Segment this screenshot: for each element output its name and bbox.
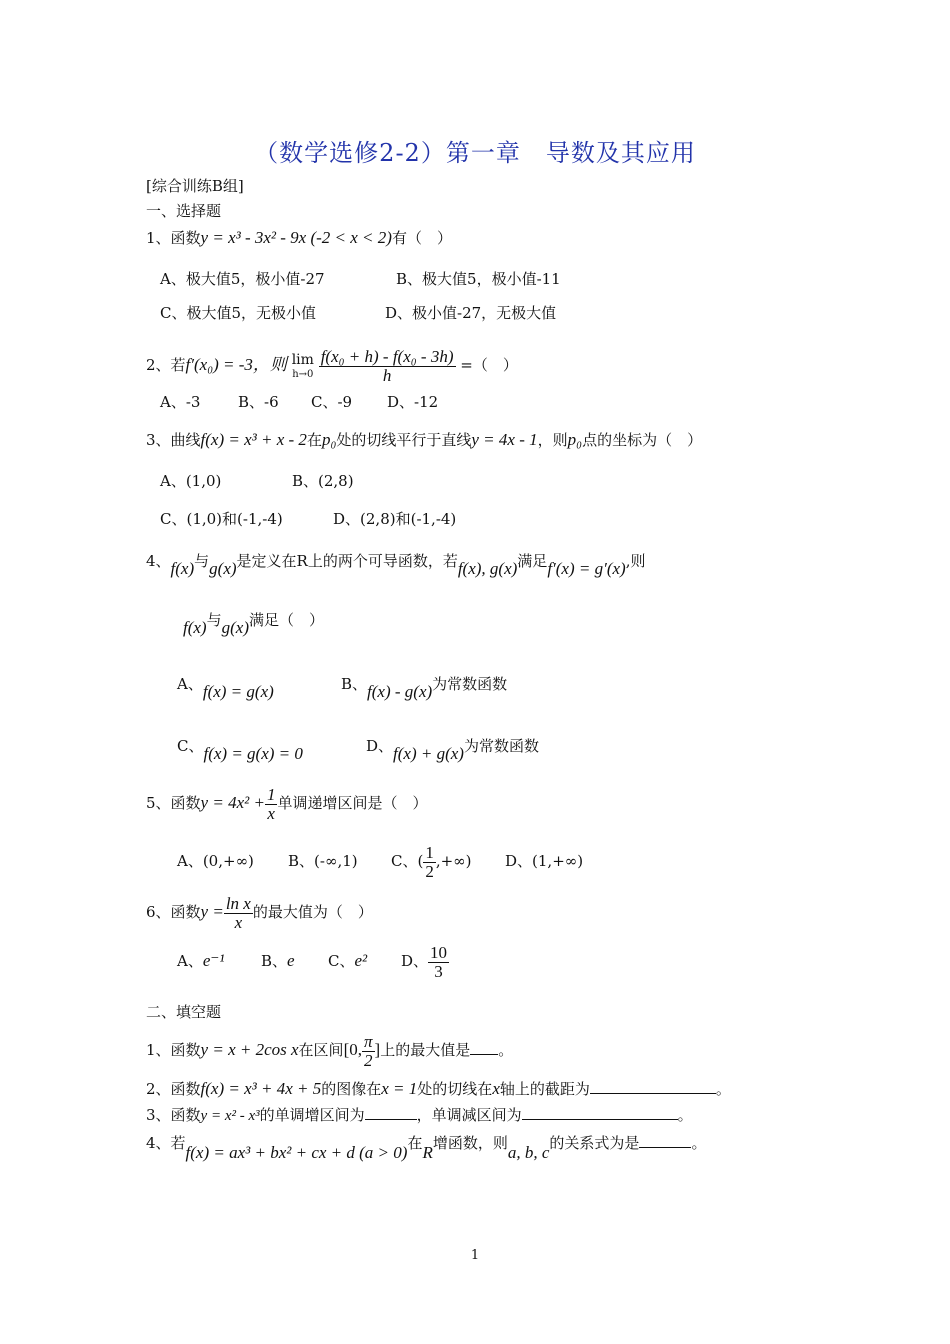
question-4-text: 满足 <box>517 552 548 570</box>
limit-subscript: h→0 <box>292 369 314 380</box>
question-3-text: ，则 <box>537 431 568 449</box>
answer-blank[interactable] <box>365 1105 417 1120</box>
question-3-option-b: B、(2,8) <box>292 472 354 490</box>
coefficients: a, b, c <box>507 1143 550 1162</box>
fill-2-end: 。 <box>715 1080 731 1098</box>
function-g: g(x) <box>209 559 237 578</box>
question-5-option-c <box>391 841 472 881</box>
fraction-numerator: 1 <box>425 842 434 862</box>
question-4-text: 是定义在R上的两个可导函数，若 <box>236 552 458 570</box>
question-5-option-b: B、(-∞,1) <box>288 852 358 870</box>
question-2 <box>146 343 518 387</box>
question-2-condition: f′(x₀) = -3，则 <box>185 355 287 374</box>
option-expression: f(x) - g(x) <box>367 682 433 701</box>
question-6-option-b <box>261 951 295 971</box>
option-label: C、 <box>328 952 355 970</box>
question-6-option-a <box>177 951 224 971</box>
fill-question-1 <box>146 1030 513 1070</box>
question-5-fraction <box>265 786 278 823</box>
fill-4-text: 增函数，则 <box>432 1134 508 1152</box>
question-4-option-d <box>366 736 539 763</box>
question-5-stem: 5、函数 <box>146 794 201 812</box>
fill-2-text: 处的切线在 <box>417 1080 493 1098</box>
option-expression: e² <box>354 951 368 970</box>
question-3-option-d: D、(2,8)和(-1,-4) <box>333 510 457 528</box>
subtitle: [综合训练B组] <box>146 177 244 195</box>
option-text: 为常数函数 <box>463 737 539 755</box>
page-number: 1 <box>470 1248 480 1263</box>
question-4-text: ,则 <box>625 552 646 570</box>
fraction-numerator: π <box>363 1031 373 1051</box>
option-expression: f(x) + g(x) <box>393 744 464 763</box>
fill-2-text: 的图像在 <box>321 1080 382 1098</box>
question-2-option-c: C、-9 <box>311 393 353 411</box>
question-5-expression: y = 4x² + <box>200 793 265 812</box>
question-6 <box>146 892 373 932</box>
question-2-option-b: B、-6 <box>238 393 279 411</box>
function-f: f(x) <box>183 618 207 637</box>
page-title: （数学选修2-2）第一章 导数及其应用 <box>254 139 696 167</box>
option-label: C、( <box>391 852 424 870</box>
fill-3-stem: 3、函数 <box>146 1106 201 1124</box>
question-6-expression: y = <box>200 902 224 921</box>
question-5-option-a: A、(0,+∞) <box>177 852 254 870</box>
question-6-option-c <box>328 951 367 971</box>
fill-question-4 <box>146 1133 707 1162</box>
fraction-denominator: 2 <box>364 1050 373 1070</box>
real-numbers: R <box>422 1143 433 1162</box>
option-label: C、 <box>177 737 204 755</box>
interval-fraction <box>362 1033 375 1070</box>
question-4-text: 与 <box>194 552 210 570</box>
interval-open: [0, <box>343 1040 362 1059</box>
fraction-numerator: 1 <box>266 784 276 804</box>
option-expression: f(x) = g(x) <box>202 682 274 701</box>
fill-question-2 <box>146 1079 731 1099</box>
option-label: B、 <box>261 952 288 970</box>
question-3-stem: 3、曲线 <box>146 431 201 449</box>
option-fraction <box>423 844 436 881</box>
question-6-option-d <box>401 941 449 981</box>
question-1 <box>146 228 452 248</box>
question-4-option-b <box>341 674 508 701</box>
fill-4-text: 的关系式为是 <box>549 1134 640 1152</box>
fill-3-expression: y = x² - x³ <box>200 1108 260 1124</box>
option-text: 为常数函数 <box>432 675 508 693</box>
function-g: g(x) <box>221 618 249 637</box>
question-4-text: 与 <box>206 611 222 629</box>
fraction-denominator: x <box>234 912 243 932</box>
fill-4-expression: f(x) = ax³ + bx² + cx + d (a > 0) <box>185 1143 408 1162</box>
point-p0: p₀ <box>567 430 583 449</box>
fill-2-variable: x <box>492 1079 500 1098</box>
option-label: D、 <box>366 737 394 755</box>
fill-3-text: ，单调减区间为 <box>416 1106 522 1124</box>
fill-4-text: 在 <box>407 1134 423 1152</box>
question-3-text: 点的坐标为（ ） <box>582 431 703 449</box>
fill-2-point: x = 1 <box>381 1079 418 1098</box>
function-f: f(x) <box>170 559 195 578</box>
option-label: A、 <box>177 952 203 970</box>
question-2-option-a: A、-3 <box>160 393 201 411</box>
option-expression: f(x) = g(x) = 0 <box>203 744 303 763</box>
option-label: B、 <box>341 675 368 693</box>
section-heading-choice: 一、选择题 <box>146 202 222 220</box>
fraction-denominator: 2 <box>425 861 434 881</box>
fraction-numerator: f(x₀ + h) - f(x₀ - 3h) <box>320 346 454 366</box>
question-4-condition: f′(x) = g′(x) <box>547 559 626 578</box>
question-1-option-b: B、极大值5，极小值-11 <box>396 270 561 288</box>
fill-1-expression: y = x + 2cos x <box>200 1040 299 1059</box>
fraction-numerator: 10 <box>430 942 448 962</box>
question-1-stem: 1、函数 <box>146 229 201 247</box>
question-3-option-a: A、(1,0) <box>160 472 222 490</box>
question-2-suffix: =（ ） <box>460 356 518 374</box>
question-1-suffix: 有（ ） <box>391 229 452 247</box>
question-3-line: y = 4x - 1 <box>471 430 538 449</box>
option-text: ,+∞) <box>435 852 472 870</box>
question-6-suffix: 的最大值为（ ） <box>252 903 373 921</box>
question-4-option-a <box>177 674 274 701</box>
fraction-denominator: x <box>267 803 275 823</box>
question-6-fraction <box>224 895 253 932</box>
question-1-option-c: C、极大值5，无极小值 <box>160 304 317 322</box>
question-4-option-c <box>177 736 303 763</box>
fill-1-end: 。 <box>498 1041 514 1059</box>
fill-4-end: 。 <box>691 1134 707 1152</box>
question-4-line-2 <box>183 610 324 637</box>
question-1-option-a: A、极大值5，极小值-27 <box>160 270 325 288</box>
option-label: A、 <box>177 675 203 693</box>
question-3-curve: f(x) = x³ + x - 2 <box>200 430 307 449</box>
interval-close: ] <box>374 1040 381 1059</box>
question-5-option-d: D、(1,+∞) <box>505 852 584 870</box>
question-5-suffix: 单调递增区间是（ ） <box>277 794 428 812</box>
fill-1-text: 在区间 <box>298 1041 344 1059</box>
question-2-stem: 2、若 <box>146 356 186 374</box>
question-3 <box>146 430 702 450</box>
question-5 <box>146 783 427 823</box>
option-label: D、 <box>401 952 429 970</box>
section-heading-fill: 二、填空题 <box>146 1003 222 1021</box>
answer-blank[interactable] <box>470 1040 498 1055</box>
question-4-text: 满足（ ） <box>248 611 324 629</box>
question-6-stem: 6、函数 <box>146 903 201 921</box>
fraction-denominator: 3 <box>434 961 443 981</box>
question-3-text: 处的切线平行于直线 <box>336 431 472 449</box>
option-expression: e⁻¹ <box>202 951 225 970</box>
question-3-option-c: C、(1,0)和(-1,-4) <box>160 510 283 528</box>
question-2-fraction <box>319 348 456 385</box>
fill-2-stem: 2、函数 <box>146 1080 201 1098</box>
limit-operator <box>292 351 314 381</box>
answer-blank[interactable] <box>639 1133 691 1148</box>
question-1-option-d: D、极小值-27，无极大值 <box>385 304 557 322</box>
functions-fg: f(x), g(x) <box>457 559 518 578</box>
option-expression: e <box>287 951 295 970</box>
fill-question-3 <box>146 1105 693 1126</box>
question-3-text: 在 <box>306 431 322 449</box>
question-4-stem: 4、 <box>146 552 171 570</box>
fill-1-text: 上的最大值是 <box>380 1041 471 1059</box>
answer-blank[interactable] <box>590 1079 716 1094</box>
question-4 <box>146 551 646 578</box>
fill-2-text: 轴上的截距为 <box>499 1080 590 1098</box>
fill-3-text: 的单调增区间为 <box>259 1106 365 1124</box>
fill-4-stem: 4、若 <box>146 1134 186 1152</box>
point-p0: p₀ <box>321 430 337 449</box>
fill-3-end: 。 <box>677 1106 693 1124</box>
fraction-denominator: h <box>382 365 392 385</box>
question-1-expression: y = x³ - 3x² - 9x (-2 < x < 2) <box>200 228 392 247</box>
limit-label: lim <box>291 352 314 368</box>
fraction-numerator: ln x <box>225 893 251 913</box>
option-fraction <box>428 944 449 981</box>
fill-2-expression: f(x) = x³ + 4x + 5 <box>200 1079 322 1098</box>
fill-1-stem: 1、函数 <box>146 1041 201 1059</box>
answer-blank[interactable] <box>522 1105 678 1120</box>
question-2-option-d: D、-12 <box>387 393 439 411</box>
